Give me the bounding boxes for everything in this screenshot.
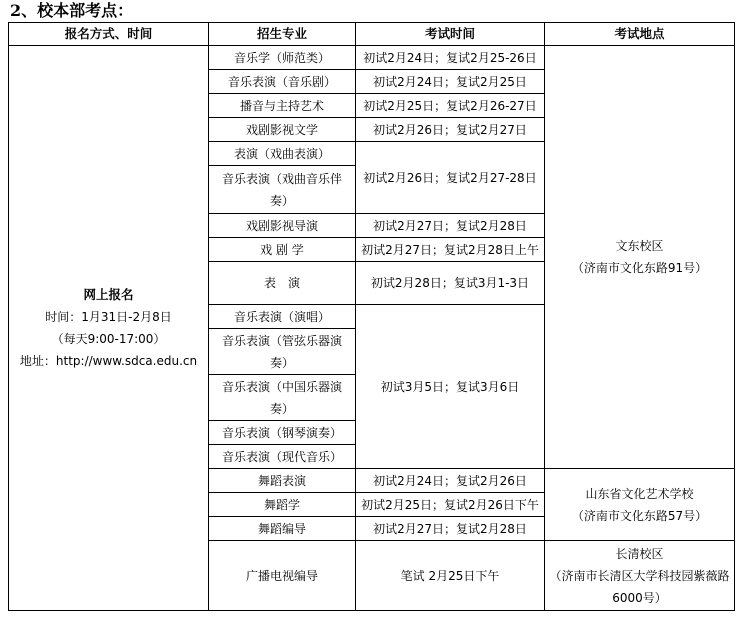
time-cell: 笔试 2月25日下午 [356,541,545,611]
time-cell: 初试2月26日；复试2月27-28日 [356,142,545,214]
page-heading: 2、校本部考点： [10,1,134,20]
major-cell: 舞蹈学 [209,493,356,517]
time-cell: 初试2月24日；复试2月25-26日 [356,46,545,70]
exam-schedule-table [8,22,735,611]
major-cell: 音乐表演（现代音乐） [209,445,356,469]
time-cell: 初试3月5日；复试3月6日 [356,305,545,469]
time-cell: 初试2月24日；复试2月25日 [356,70,545,94]
location-cell [545,46,735,469]
registration-period: 时间：1月31日-2月8日 [45,310,172,324]
registration-cell [9,46,209,611]
major-cell: 音乐表演（中国乐器演奏） [209,375,356,421]
major-cell: 音乐表演（演唱） [209,305,356,329]
location-cell [545,541,735,611]
location-name: 山东省文化艺术学校 [585,486,694,501]
time-cell: 初试2月25日；复试2月26日下午 [356,493,545,517]
header-location: 考试地点 [545,23,735,46]
header-time: 考试时间 [356,23,545,46]
registration-daily-hours: （每天9:00-17:00） [51,332,166,346]
location-name: 文东校区 [615,239,664,253]
major-cell: 音乐学（师范类） [209,46,356,70]
major-cell: 表演（戏曲表演） [209,142,356,166]
major-cell: 戏 剧 学 [209,238,356,262]
major-cell: 舞蹈编导 [209,517,356,541]
major-cell: 舞蹈表演 [209,469,356,493]
major-cell: 音乐表演（管弦乐器演奏） [209,329,356,375]
location-cell [545,469,735,541]
registration-address: 地址：http://www.sdca.edu.cn [19,354,198,368]
time-cell: 初试2月24日；复试2月26日 [356,469,545,493]
major-cell: 播音与主持艺术 [209,94,356,118]
major-cell: 表 演 [209,262,356,305]
time-cell: 初试2月27日；复试2月28日 [356,517,545,541]
table-row [9,46,735,70]
location-address: （济南市文化东路57号） [571,508,708,523]
header-method: 报名方式、时间 [9,23,209,46]
major-cell: 音乐表演（钢琴演奏） [209,421,356,445]
time-cell: 初试2月28日；复试3月1-3日 [356,262,545,305]
header-major: 招生专业 [209,23,356,46]
location-address: （济南市文化东路91号） [571,261,708,275]
time-cell: 初试2月25日；复试2月26-27日 [356,94,545,118]
location-name: 长清校区 [615,546,664,561]
major-cell: 戏剧影视导演 [209,214,356,238]
major-cell: 音乐表演（音乐剧） [209,70,356,94]
time-cell: 初试2月27日；复试2月28日 [356,214,545,238]
major-cell: 音乐表演（戏曲音乐伴奏） [209,166,356,214]
time-cell: 初试2月27日；复试2月28日上午 [356,238,545,262]
registration-title: 网上报名 [83,287,134,302]
major-cell: 广播电视编导 [209,541,356,611]
header-row [9,23,735,46]
time-cell: 初试2月26日；复试2月27日 [356,118,545,142]
location-address: （济南市长清区大学科技园紫薇路6000号） [549,568,730,605]
major-cell: 戏剧影视文学 [209,118,356,142]
